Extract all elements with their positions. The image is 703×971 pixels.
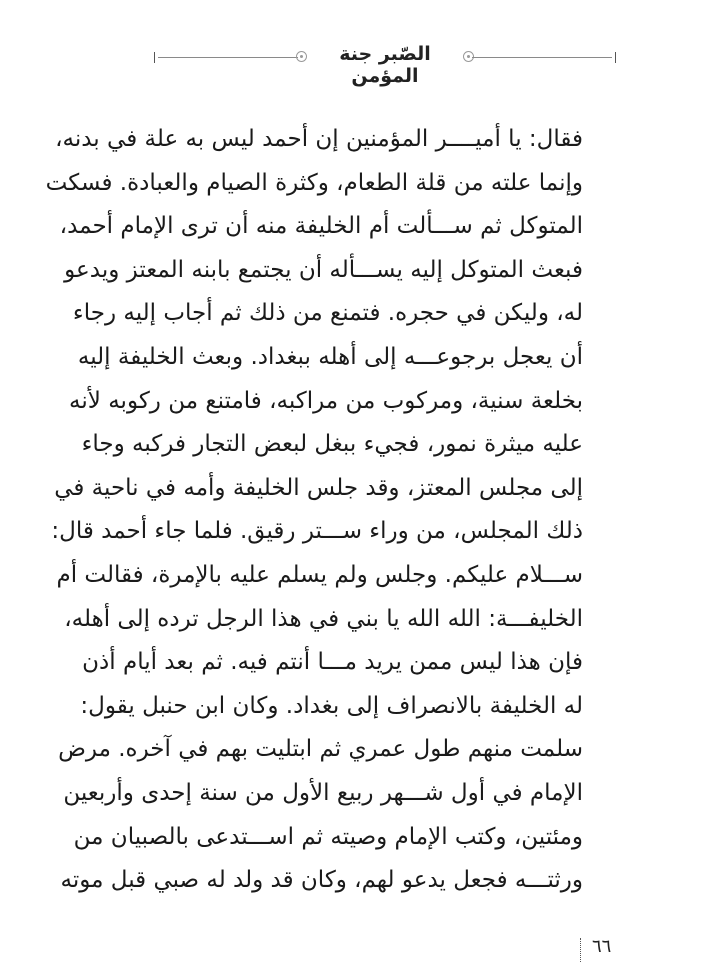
running-header bbox=[150, 40, 620, 87]
text-line: بخلعة سنية، ومركوب من مراكبه، فامتنع من ركوبه لأنه bbox=[69, 387, 583, 414]
text-line: وإنما علته من قلة الطعام، وكثرة الصيام والعبادة. فسكت bbox=[45, 169, 583, 196]
text-line: ومئتين، وكتب الإمام وصيته ثم اســـتدعى بالصبيان من bbox=[73, 823, 583, 850]
header-title: الصّبر جنة المؤمن bbox=[339, 43, 431, 87]
text-line: له الخليفة بالانصراف إلى بغداد. وكان ابن حنبل يقول: bbox=[80, 692, 583, 719]
text-line: الإمام في أول شـــهر ربيع الأول من سنة إحدى وأربعين bbox=[63, 779, 583, 806]
text-line: فقال: يا أميــــر المؤمنين إن أحمد ليس به علة في بدنه، bbox=[55, 126, 583, 152]
text-line: سلمت منهم طول عمري ثم ابتليت بهم في آخره. مرض bbox=[58, 736, 583, 763]
page-number: ٦٦ bbox=[592, 936, 612, 957]
text-line: إلى مجلس المعتز، وقد جلس الخليفة وأمه في ناحية في bbox=[54, 474, 583, 501]
text-line: الخليفـــة: الله الله يا بني في هذا الرجل ترده إلى أهله، bbox=[64, 605, 583, 632]
text-line: عليه ميثرة نمور، فجيء ببغل لبعض التجار فركبه وجاء bbox=[81, 431, 583, 458]
text-line: له، وليكن في حجره. فتمنع من ذلك ثم أجاب إليه رجاء bbox=[72, 300, 583, 327]
header-tick-left bbox=[154, 52, 155, 63]
ornament-icon bbox=[296, 51, 307, 62]
text-line: ذلك المجلس، من وراء ســـتر رقيق. فلما جاء أحمد قال: bbox=[51, 518, 583, 545]
text-line: ورثتـــه فجعل يدعو لهم، وكان قد ولد له صبي قبل موته bbox=[60, 867, 583, 894]
body-text bbox=[45, 118, 583, 903]
text-line: المتوكل ثم ســـألت أم الخليفة منه أن ترى الإمام أحمد، bbox=[59, 213, 583, 240]
header-rule-left bbox=[158, 57, 298, 58]
page-footer bbox=[580, 936, 650, 966]
text-line: فإن هذا ليس ممن يريد مـــا أنتم فيه. ثم بعد أيام أذن bbox=[82, 649, 583, 676]
text-line: أن يعجل برجوعـــه إلى أهله ببغداد. وبعث الخليفة إليه bbox=[77, 343, 583, 370]
text-line: فبعث المتوكل إليه يســـأله أن يجتمع بابنه المعتز ويدعو bbox=[64, 256, 583, 283]
footer-divider bbox=[580, 938, 582, 962]
header-tick-right bbox=[615, 52, 616, 63]
header-rule-right bbox=[472, 57, 612, 58]
text-line: ســـلام عليكم. وجلس ولم يسلم عليه بالإمرة، فقالت أم bbox=[56, 561, 583, 588]
